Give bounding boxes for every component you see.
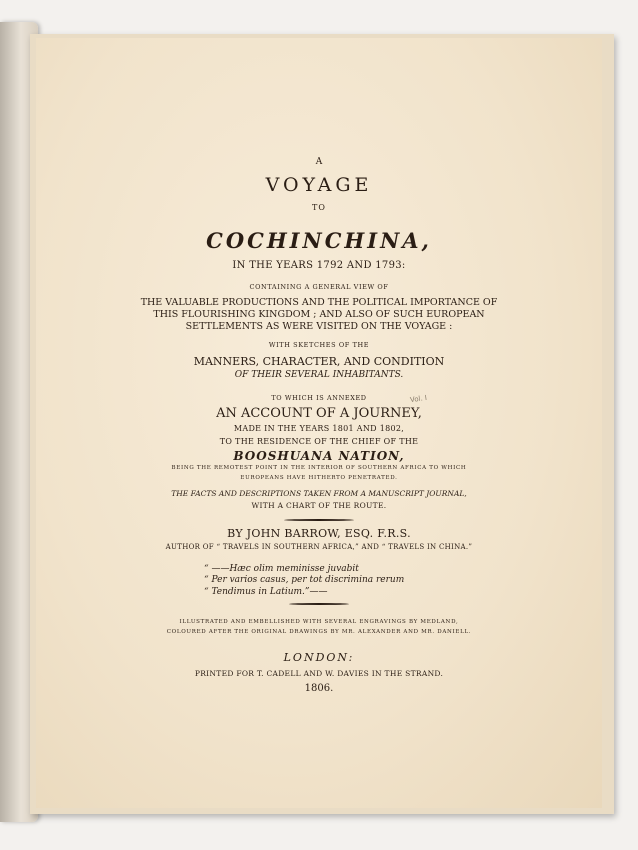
residence-line: TO THE RESIDENCE OF THE CHIEF OF THE <box>219 437 419 446</box>
chart-line: WITH A CHART OF THE ROUTE. <box>251 501 387 510</box>
remotest-line-1: BEING THE REMOTEST POINT IN THE INTERIOR OF SOUTHERN AFRICA TO WHICH <box>171 465 467 471</box>
illustrated-line: ILLUSTRATED AND EMBELLISHED WITH SEVERAL ENGRAVINGS BY MEDLAND, <box>179 619 459 625</box>
made-line: MADE IN THE YEARS 1801 AND 1802, <box>233 424 405 433</box>
description-line-3: SETTLEMENTS AS WERE VISITED ON THE VOYAGE : <box>185 321 453 332</box>
nation-line: BOOSHUANA NATION, <box>233 449 405 463</box>
year-line: 1806. <box>304 683 334 694</box>
author-of-line: AUTHOR OF “ TRAVELS IN SOUTHERN AFRICA,” AND “ TRAVELS IN CHINA.” <box>165 543 473 551</box>
description-line-1: THE VALUABLE PRODUCTIONS AND THE POLITICAL IMPORTANCE OF <box>140 297 498 308</box>
remotest-line-2: EUROPEANS HAVE HITHERTO PENETRATED. <box>240 475 398 481</box>
article-line: A <box>315 157 323 167</box>
title-cochinchina: COCHINCHINA, <box>206 228 432 253</box>
printer-line: PRINTED FOR T. CADELL AND W. DAVIES IN THE STRAND. <box>194 669 444 678</box>
account-line: AN ACCOUNT OF A JOURNEY, <box>216 406 422 421</box>
city-line: LONDON: <box>283 651 355 664</box>
containing-line: CONTAINING A GENERAL VIEW OF <box>249 283 389 291</box>
annexed-line: TO WHICH IS ANNEXED <box>271 394 367 402</box>
sketches-line: WITH SKETCHES OF THE <box>268 341 370 349</box>
ornamental-rule-bottom <box>289 603 349 605</box>
author-line: BY JOHN BARROW, ESQ. F.R.S. <box>227 527 411 540</box>
latin-epigraph <box>204 564 464 598</box>
facts-line: THE FACTS AND DESCRIPTIONS TAKEN FROM A MANUSCRIPT JOURNAL, <box>171 489 467 498</box>
description-line-2: THIS FLOURISHING KINGDOM ; AND ALSO OF SUCH EUROPEAN <box>153 309 485 320</box>
epigraph-line-1: “ ——Hæc olim meminisse juvabit <box>204 564 359 574</box>
coloured-line: COLOURED AFTER THE ORIGINAL DRAWINGS BY MR. ALEXANDER AND MR. DANIELL. <box>166 629 472 635</box>
years-line: IN THE YEARS 1792 AND 1793: <box>232 260 406 271</box>
inhabitants-line: OF THEIR SEVERAL INHABITANTS. <box>234 370 404 380</box>
manners-line: MANNERS, CHARACTER, AND CONDITION <box>193 355 445 368</box>
title-voyage: VOYAGE <box>265 174 373 196</box>
ornamental-rule-top <box>284 519 354 521</box>
epigraph-line-2: “ Per varios casus, per tot discrimina rerum <box>204 575 405 586</box>
pencil-margin-note: Vol. I <box>409 393 428 405</box>
epigraph-line-3: “ Tendimus in Latium.”—— <box>204 586 328 597</box>
title-page <box>36 38 602 808</box>
to-line: TO <box>312 203 326 212</box>
